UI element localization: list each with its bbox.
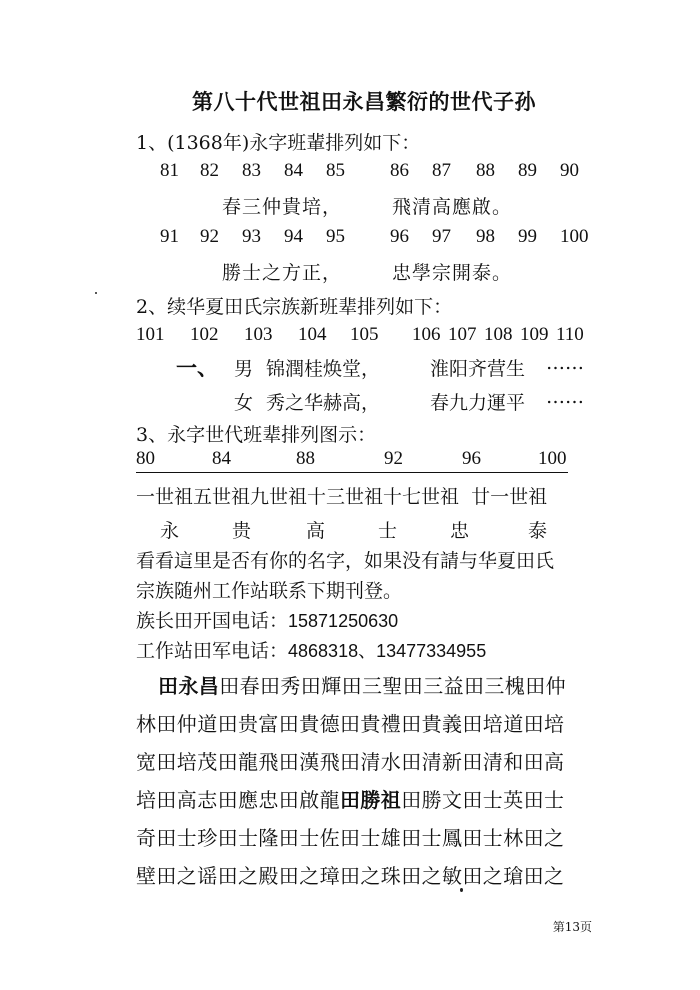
highlighted-name: 田勝祖	[340, 788, 402, 812]
names-line-2: 林田仲道田贵富田貴德田貴禮田貴義田培道田培	[136, 712, 565, 736]
generation-chars-1b: 飛清高應啟。	[392, 196, 513, 218]
gen-number: 100	[538, 448, 567, 469]
male-chars-b: 淮阳齐营生	[430, 358, 526, 380]
contact-2-phone: 4868318、13477334955	[288, 641, 487, 661]
gen-number: 104	[298, 324, 327, 345]
gen-number: 108	[484, 324, 513, 345]
female-label: 女	[234, 392, 254, 414]
names-text: 田勝文田士英田士	[401, 788, 565, 812]
gen-number: 82	[200, 160, 219, 181]
gen-number: 105	[350, 324, 379, 345]
gen-number: 84	[212, 448, 231, 469]
ancestor-labels: 一世祖五世祖九世祖十三世祖十七世祖 廿一世祖	[136, 486, 548, 508]
contact-1-label: 族长田开国电话：	[136, 610, 289, 632]
page-number: 第13页	[552, 920, 592, 934]
gen-number: 85	[326, 160, 345, 181]
gen-number: 91	[160, 226, 179, 247]
gen-number: 88	[296, 448, 315, 469]
notice-line-2: 宗族随州工作站联系下期刊登。	[136, 580, 403, 602]
names-text: 田春田秀田輝田三聖田三益田三槐田仲	[219, 674, 567, 698]
generation-scale-row	[136, 448, 568, 473]
generation-numbers-row-2	[0, 226, 700, 252]
male-prefix: 一、	[176, 355, 218, 380]
gen-number: 102	[190, 324, 219, 345]
gen-number: 96	[390, 226, 409, 247]
contact-2	[136, 636, 486, 663]
generation-chars-2b: 忠學宗開泰。	[392, 262, 513, 284]
ancestor-char: 忠	[450, 520, 470, 542]
generation-numbers-row-1	[0, 160, 700, 186]
female-ellipsis: ……	[546, 386, 584, 408]
names-line-4	[136, 784, 564, 813]
ancestor-char: 高	[306, 520, 326, 542]
gen-number: 92	[384, 448, 403, 469]
gen-number: 109	[520, 324, 549, 345]
ancestor-chars-row	[0, 516, 700, 542]
contact-1-phone: 15871250630	[288, 611, 399, 631]
ancestor-char: 泰	[528, 520, 548, 542]
male-chars-a: 锦潤桂焕堂，	[266, 358, 381, 380]
gen-number: 98	[476, 226, 495, 247]
gen-number: 101	[136, 324, 165, 345]
gen-number: 92	[200, 226, 219, 247]
section2-heading: 2、续华夏田氏宗族新班辈排列如下：	[136, 296, 453, 318]
section1-heading: 1、(1368年)永字班輩排列如下：	[136, 132, 421, 154]
gen-number: 89	[518, 160, 537, 181]
gen-number: 93	[242, 226, 261, 247]
names-line-3: 宽田培茂田龍飛田漢飛田清水田清新田清和田高	[136, 750, 565, 774]
highlighted-name: 田永昌	[158, 674, 220, 698]
gen-number: 90	[560, 160, 579, 181]
page-title: 第八十代世祖田永昌繁衍的世代子孙	[192, 89, 536, 114]
names-line-5: 奇田士珍田士隆田士佐田士雄田士鳳田士林田之	[136, 826, 565, 850]
names-line-1	[158, 670, 566, 699]
gen-number: 103	[244, 324, 273, 345]
gen-number: 87	[432, 160, 451, 181]
gen-number: 95	[326, 226, 345, 247]
names-line-6: 壁田之谣田之殿田之璋田之珠田之敏田之瑲田之	[136, 864, 565, 888]
generation-numbers-row-3	[0, 324, 700, 350]
generation-chars-2a: 勝士之方正，	[222, 262, 343, 284]
section3-heading: 3、永字世代班辈排列图示：	[136, 424, 377, 446]
notice-line-1: 看看這里是否有你的名字，如果没有請与华夏田氏	[136, 550, 555, 572]
gen-number: 94	[284, 226, 303, 247]
gen-number: 99	[518, 226, 537, 247]
gen-number: 100	[560, 226, 589, 247]
male-label: 男	[234, 358, 254, 380]
gen-number: 107	[448, 324, 477, 345]
gen-number: 88	[476, 160, 495, 181]
gen-number: 81	[160, 160, 179, 181]
gen-number: 86	[390, 160, 409, 181]
ancestor-char: 永	[160, 520, 180, 542]
names-text: 培田高志田應忠田啟龍	[136, 788, 340, 812]
gen-number: 96	[462, 448, 481, 469]
scan-speck	[95, 292, 97, 294]
contact-1	[136, 606, 398, 633]
scan-speck	[460, 888, 463, 892]
gen-number: 97	[432, 226, 451, 247]
ancestor-char: 士	[378, 520, 398, 542]
gen-number: 110	[556, 324, 584, 345]
male-ellipsis: ……	[546, 352, 584, 374]
gen-number: 83	[242, 160, 261, 181]
contact-2-label: 工作站田军电话：	[136, 640, 289, 662]
ancestor-char: 贵	[232, 520, 252, 542]
female-chars-b: 春九力運平	[430, 392, 526, 414]
gen-number: 106	[412, 324, 441, 345]
gen-number: 80	[136, 448, 155, 469]
gen-number: 84	[284, 160, 303, 181]
generation-chars-1a: 春三仲貴培，	[222, 196, 343, 218]
female-chars-a: 秀之华赫高，	[266, 392, 381, 414]
